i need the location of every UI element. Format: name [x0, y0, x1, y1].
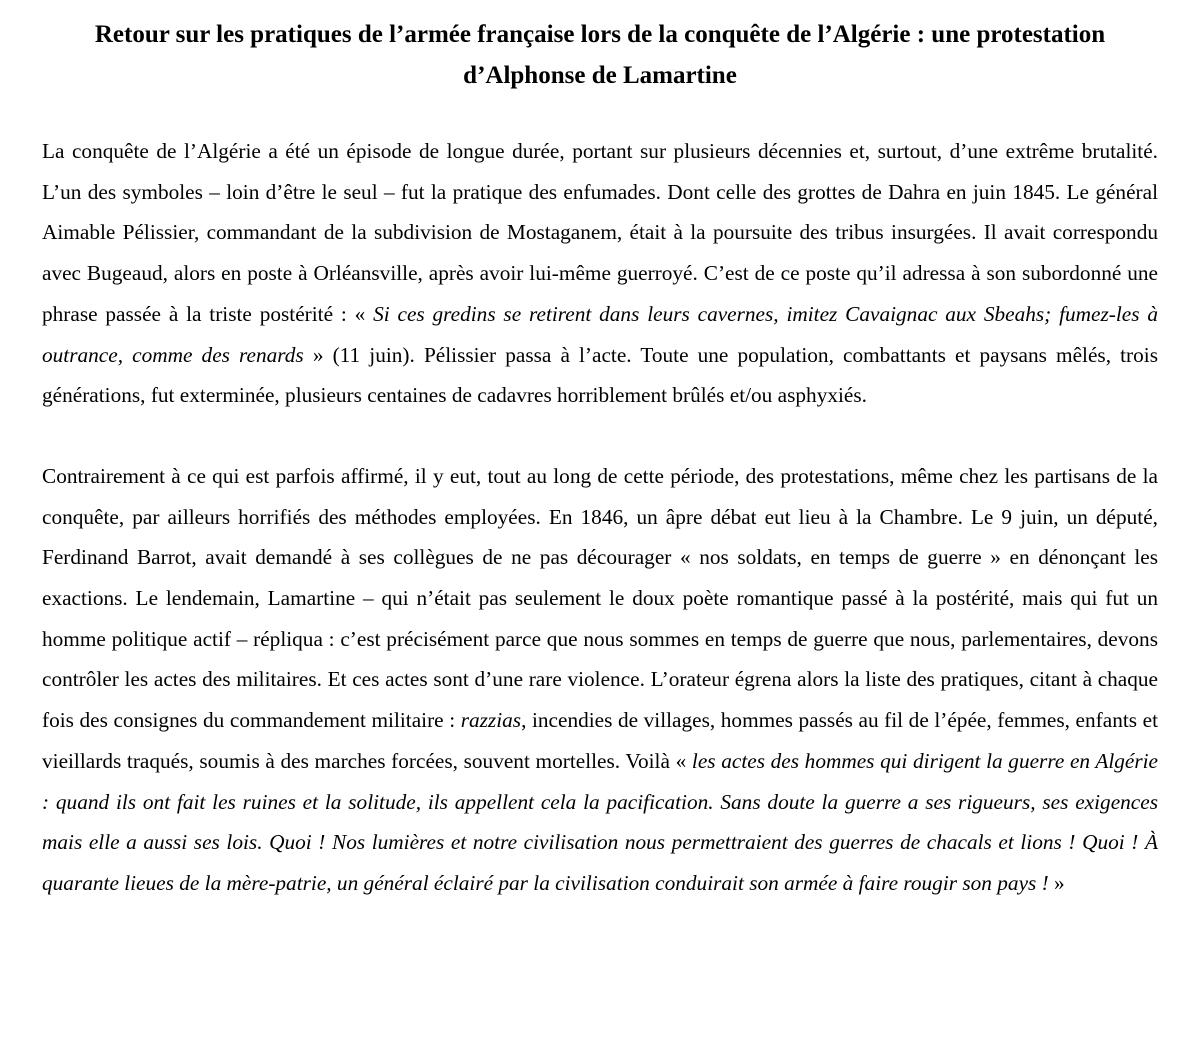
- paragraph-1-text-1: La conquête de l’Algérie a été un épisode de longue durée, portant sur plusieurs décennies et, surtout, d’une extrême brutalité. L’un des symboles – loin d’être le seul – fut la pratique des enfumades. Dont celle des grottes de Dahra en juin 1845. Le général Aimable Pélissier, commandant de la subdivision de Mostaganem, était à la poursuite des tribus insurgées. Il avait correspondu avec Bugeaud, alors en poste à Orléansville, après avoir lui-même guerroyé. C’est de ce poste qu’il adressa à son subordonné une phrase passée à la triste postérité : «: [42, 139, 1158, 326]
- razzias-term: razzias: [460, 708, 522, 733]
- paragraph-2-text-2: , incendies de villages, hommes passés au fil de l’épée, femmes, enfants et vieillards traqués, soumis à des marches forcées, souvent mortelles. Voilà «: [42, 708, 1158, 773]
- paragraph-protestations: [42, 456, 1158, 904]
- pelissier-quote: Si ces gredins se retirent dans leurs cavernes, imitez Cavaignac aux Sbeahs; fumez-les à outrance, comme des renards: [42, 301, 1158, 367]
- paragraph-1-text-2: » (11 juin). Pélissier passa à l’acte. Toute une population, combattants et paysans mêlés, trois générations, fut exterminée, plusieurs centaines de cadavres horriblement brûlés et/ou asphyxiés.: [42, 342, 1158, 408]
- document-title: Retour sur les pratiques de l’armée française lors de la conquête de l’Algérie : une protestation d’Alphonse de Lamartine: [94, 21, 1106, 89]
- paragraph-conquest: [42, 131, 1158, 416]
- paragraph-2-text-1: Contrairement à ce qui est parfois affirmé, il y eut, tout au long de cette période, des protestations, même chez les partisans de la conquête, par ailleurs horrifiés des méthodes employées. En 1846, un âpre débat eut lieu à la Chambre. Le 9 juin, un député, Ferdinand Barrot, avait demandé à ses collègues de ne pas décourager « nos soldats, en temps de guerre » en dénonçant les exactions. Le lendemain, Lamartine – qui n’était pas seulement le doux poète romantique passé à la postérité, mais qui fut un homme politique actif – répliqua : c’est précisément parce que nous sommes en temps de guerre que nous, parlementaires, devons contrôler les actes des militaires. Et ces actes sont d’une rare violence. L’orateur égrena alors la liste des pratiques, citant à chaque fois des consignes du commandement militaire :: [42, 463, 1158, 733]
- lamartine-quote: les actes des hommes qui dirigent la guerre en Algérie : quand ils ont fait les ruines et la solitude, ils appellent cela la pacification. Sans doute la guerre a ses rigueurs, ses exigences mais elle a aussi ses lois. Quoi ! Nos lumières et notre civilisation nous permettraient des guerres de chacals et lions ! Quoi ! À quarante lieues de la mère-patrie, un général éclairé par la civilisation conduirait son armée à faire rougir son pays !: [42, 748, 1159, 895]
- paragraph-2-text-3: »: [1048, 870, 1065, 895]
